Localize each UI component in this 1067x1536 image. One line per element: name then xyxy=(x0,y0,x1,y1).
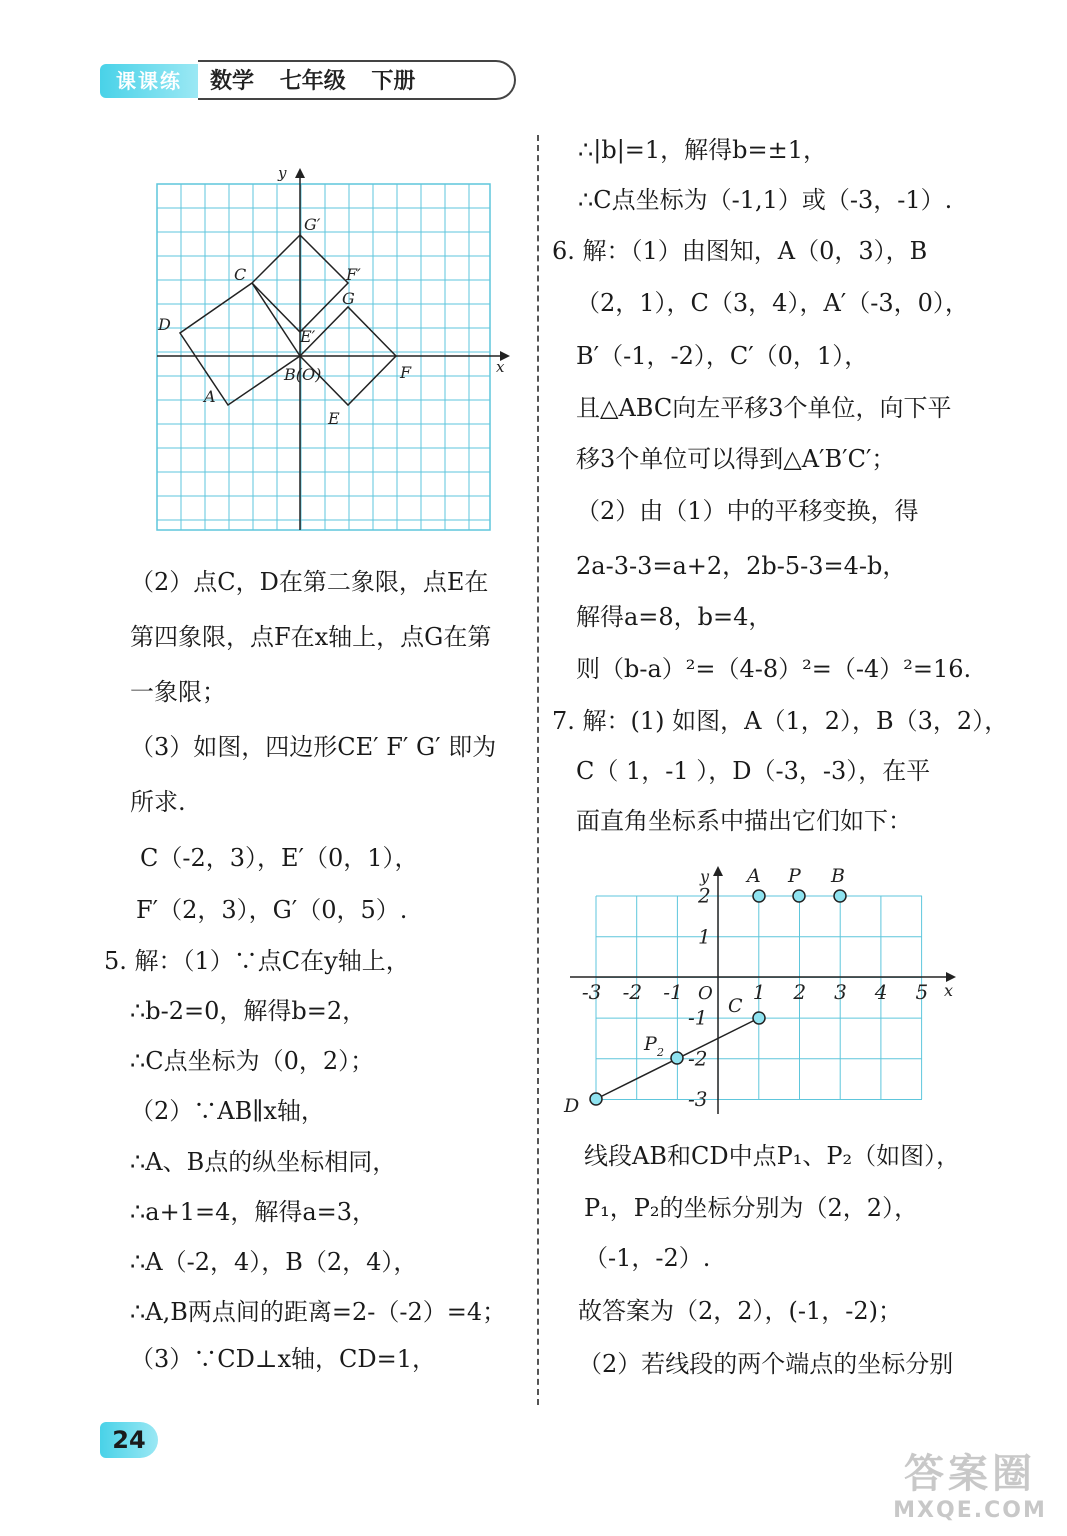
right-line-19: （2）若线段的两个端点的坐标分别 xyxy=(578,1350,954,1378)
quad-CDAB xyxy=(180,283,300,405)
point-C xyxy=(753,1012,765,1024)
label-point-A: A xyxy=(747,865,761,887)
left-line-16: （3）∵CD⊥x轴，CD=1， xyxy=(130,1345,436,1373)
label-D: D xyxy=(158,315,171,334)
right-line-9: 2a-3-3=a+2，2b-5-3=4-b， xyxy=(576,552,907,580)
left-line-7: F′（2，3），G′（0，5）. xyxy=(136,896,408,924)
watermark-url: MXQE.COM xyxy=(893,1498,1047,1523)
y-tick-label: 1 xyxy=(698,924,711,949)
right-line-1: ∴|b|=1，解得b=±1， xyxy=(578,136,828,164)
page-header xyxy=(100,60,440,102)
right-line-6: 且△ABC向左平移3个单位，向下平 xyxy=(576,394,952,422)
label-point-C: C xyxy=(728,995,743,1017)
label-E: E xyxy=(328,409,340,428)
label-point-B: B xyxy=(831,865,845,887)
x-tick-label: 5 xyxy=(915,980,929,1004)
right-line-4: （2，1），C（3，4），A′（-3，0）， xyxy=(576,289,969,317)
left-line-15: ∴A,B两点间的距离=2-（-2）=4； xyxy=(130,1298,507,1326)
right-line-18: 故答案为（2，2），(-1，-2)； xyxy=(578,1297,903,1325)
label-A: A xyxy=(204,387,216,406)
right-line-5: B′（-1，-2），C′（0，1）， xyxy=(576,342,869,370)
y-axis-arrow xyxy=(295,168,305,178)
right-line-3: 6. 解：（1）由图知，A（0，3），B xyxy=(552,237,928,265)
point-B xyxy=(834,890,846,902)
label-point-P2: P xyxy=(644,1033,657,1055)
y-tick-label: -1 xyxy=(688,1005,708,1030)
left-line-9: ∴b-2=0，解得b=2， xyxy=(130,997,367,1025)
label-F-prime: F′ xyxy=(346,265,361,284)
point-A xyxy=(753,890,765,902)
label-F: F xyxy=(400,363,412,382)
figure-1-grid xyxy=(150,160,520,540)
right-line-15: 线段AB和CD中点P₁、P₂（如图）， xyxy=(584,1142,961,1170)
y-tick-label: 2 xyxy=(698,883,711,908)
book-title xyxy=(198,60,516,100)
page-number: 24 xyxy=(100,1422,158,1458)
x-tick-label: -2 xyxy=(622,980,643,1004)
left-line-2: 第四象限，点F在x轴上，点G在第 xyxy=(130,623,492,651)
left-line-14: ∴A（-2，4），B（2，4）， xyxy=(130,1248,418,1276)
series-badge: 课课练 xyxy=(100,64,198,98)
right-line-2: ∴C点坐标为（-1,1）或（-3，-1）. xyxy=(578,186,953,214)
x-tick-label: 3 xyxy=(834,980,847,1004)
label-C: C xyxy=(234,265,247,284)
x-tick-label: 2 xyxy=(793,980,807,1004)
left-line-11: （2）∵AB∥x轴， xyxy=(130,1097,325,1125)
right-line-16: P₁，P₂的坐标分别为（2，2）， xyxy=(584,1194,919,1222)
y-axis-2-arrow xyxy=(713,866,723,876)
point-D xyxy=(590,1093,602,1105)
point-P2 xyxy=(671,1052,683,1064)
right-line-13: C（ 1，-1 ），D（-3，-3），在平 xyxy=(576,757,931,785)
watermark xyxy=(880,1450,1060,1530)
left-line-13: ∴a+1=4，解得a=3， xyxy=(130,1198,377,1226)
left-line-3: 一象限； xyxy=(130,678,226,706)
watermark-title: 答案圈 xyxy=(904,1451,1036,1497)
figure-2-grid xyxy=(560,862,960,1124)
y-tick-label: -2 xyxy=(688,1046,708,1071)
grade-label: 七年级 xyxy=(279,69,346,94)
point-P1 xyxy=(793,890,805,902)
label-point-D: D xyxy=(564,1095,580,1117)
right-line-12: 7. 解：(1) 如图，A（1，2），B（3，2）， xyxy=(552,707,1009,735)
y-axis-2-label: y xyxy=(700,867,710,886)
y-tick-label: -3 xyxy=(688,1087,708,1112)
left-line-4: （3）如图，四边形CE′ F′ G′ 即为 xyxy=(130,733,497,761)
subject-label: 数学 xyxy=(210,69,255,94)
left-line-6: C（-2，3），E′（0，1）， xyxy=(140,844,419,872)
term-label: 下册 xyxy=(371,69,416,94)
x-tick-label: 4 xyxy=(874,980,888,1004)
origin-label: O xyxy=(698,983,713,1004)
label-point-P1: P xyxy=(788,865,801,887)
x-tick-label: 1 xyxy=(752,980,766,1004)
right-line-8: （2）由（1）中的平移变换，得 xyxy=(576,497,919,525)
column-divider xyxy=(537,135,539,1405)
right-line-10: 解得a=8，b=4， xyxy=(576,603,773,631)
x-tick-label: -1 xyxy=(663,980,683,1004)
y-axis-label: y xyxy=(278,164,287,182)
label-point-P2-sub: 2 xyxy=(657,1046,664,1059)
left-line-5: 所求. xyxy=(130,788,186,816)
left-line-1: （2）点C，D在第二象限，点E在 xyxy=(130,568,489,596)
x-axis-2-label: x xyxy=(944,981,954,1000)
right-line-7: 移3个单位可以得到△A′B′C′； xyxy=(576,445,896,473)
right-line-14: 面直角坐标系中描出它们如下： xyxy=(576,807,912,835)
label-G: G xyxy=(342,289,355,308)
label-B-O: B(O) xyxy=(284,365,322,384)
left-line-10: ∴C点坐标为（0，2）； xyxy=(130,1047,375,1075)
right-line-17: （-1，-2）. xyxy=(584,1244,711,1272)
right-line-11: 则（b-a）²=（4-8）²=（-4）²=16. xyxy=(576,655,972,683)
label-G-prime: G′ xyxy=(304,215,321,234)
label-E-prime: E′ xyxy=(300,327,316,346)
grid1-border xyxy=(157,184,490,530)
left-line-12: ∴A、B点的纵坐标相同， xyxy=(130,1148,397,1176)
x-tick-label: -3 xyxy=(581,980,602,1004)
x-axis-label: x xyxy=(496,358,505,376)
left-line-8: 5. 解：（1）∵点C在y轴上， xyxy=(104,947,410,975)
